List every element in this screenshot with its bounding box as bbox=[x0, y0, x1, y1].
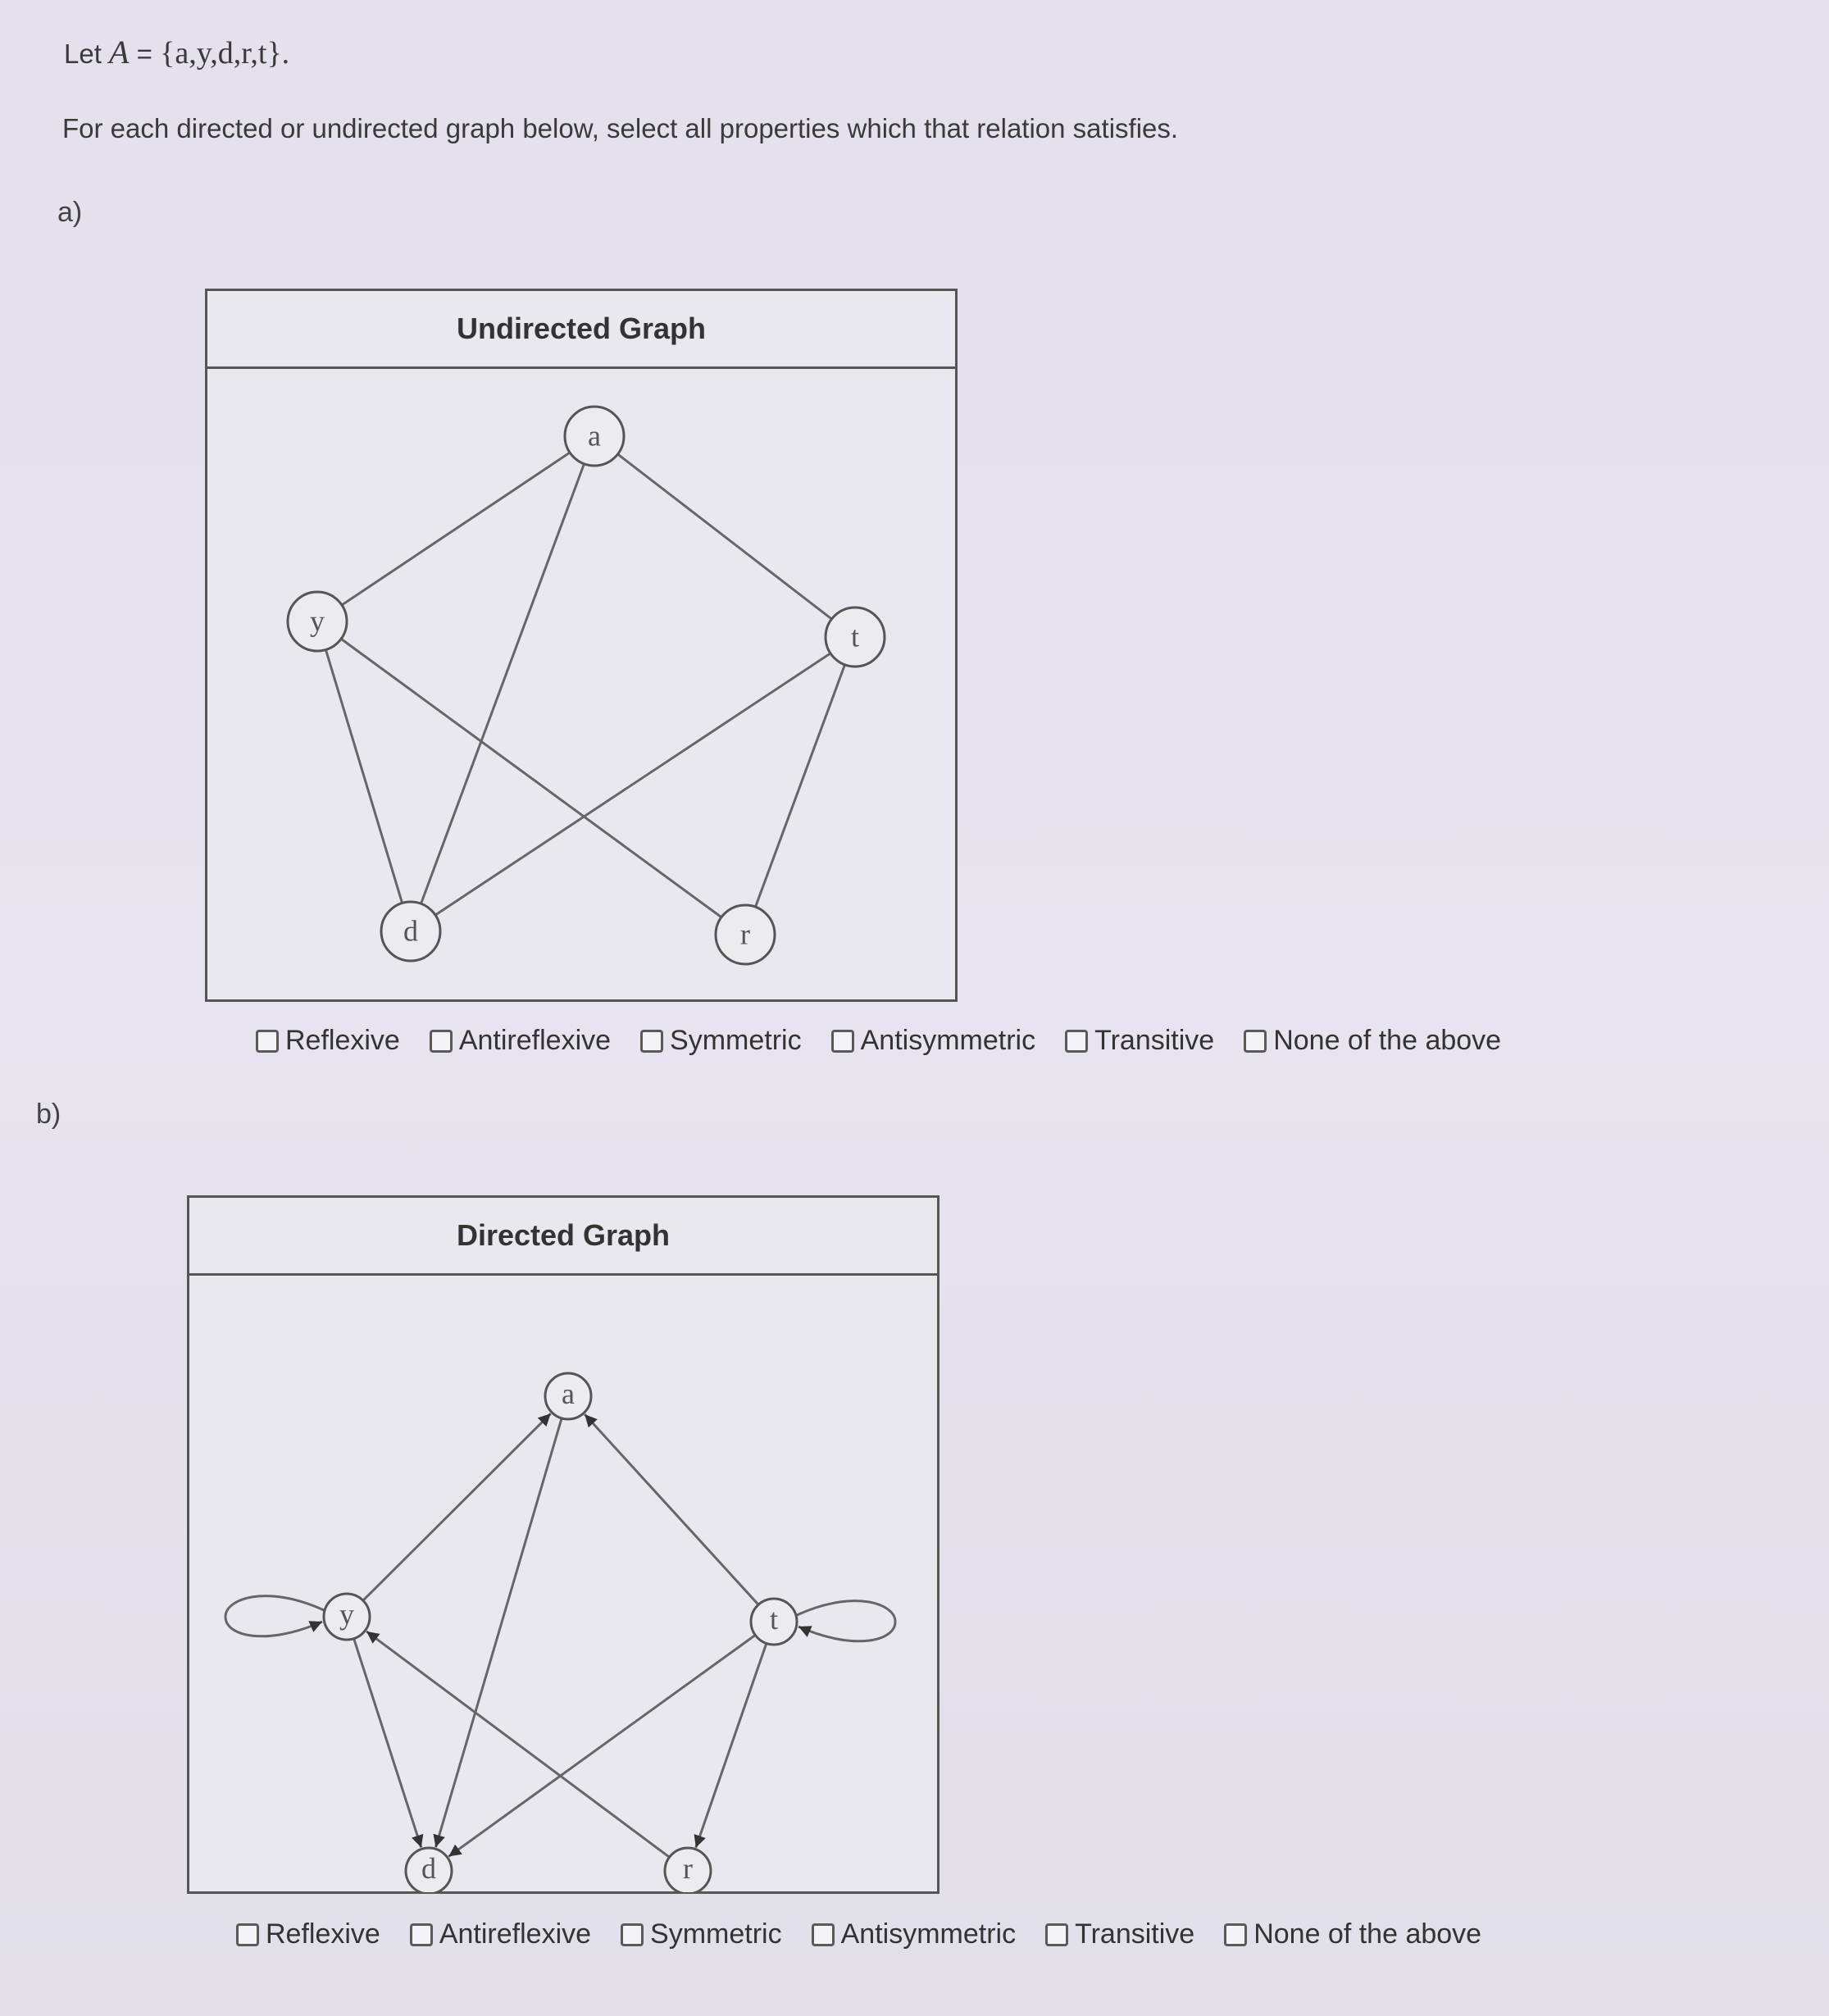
edge-a-d bbox=[421, 464, 585, 903]
edge-t-r bbox=[696, 1643, 767, 1847]
edge-t-r bbox=[755, 665, 844, 907]
node-y-label: y bbox=[339, 1597, 354, 1631]
node-d-label: d bbox=[421, 1851, 436, 1885]
none-label-b: None of the above bbox=[1253, 1918, 1482, 1950]
antisymmetric-checkbox-b[interactable] bbox=[812, 1923, 835, 1946]
node-d-label: d bbox=[403, 914, 418, 948]
set-symbol: A bbox=[109, 34, 130, 71]
node-a bbox=[565, 407, 624, 466]
edge-t-d bbox=[448, 1635, 755, 1856]
intro-line bbox=[64, 33, 289, 71]
antireflexive-label-b: Antireflexive bbox=[439, 1918, 592, 1950]
node-y bbox=[324, 1594, 370, 1640]
edge-y-a bbox=[363, 1413, 551, 1600]
option-symmetric-a[interactable] bbox=[640, 1025, 802, 1057]
antisymmetric-label-b: Antisymmetric bbox=[840, 1918, 1017, 1950]
node-y bbox=[288, 592, 347, 651]
node-t bbox=[826, 608, 885, 667]
node-r-label: r bbox=[740, 917, 750, 951]
node-d bbox=[406, 1848, 452, 1892]
edge-r-y bbox=[366, 1631, 669, 1857]
set-members: {a,y,d,r,t}. bbox=[160, 36, 290, 71]
symmetric-checkbox-a[interactable] bbox=[640, 1030, 663, 1053]
none-label-a: None of the above bbox=[1273, 1025, 1502, 1056]
undirected-graph-canvas bbox=[207, 369, 955, 1000]
option-none-a[interactable] bbox=[1244, 1025, 1501, 1057]
node-t bbox=[751, 1599, 797, 1645]
edge-t-d bbox=[435, 653, 830, 915]
option-antireflexive-a[interactable] bbox=[430, 1025, 611, 1057]
loop-y bbox=[225, 1596, 324, 1636]
none-checkbox-b[interactable] bbox=[1224, 1923, 1247, 1946]
option-none-b[interactable] bbox=[1224, 1918, 1481, 1950]
edge-a-d bbox=[435, 1418, 562, 1847]
antisymmetric-checkbox-a[interactable] bbox=[831, 1030, 854, 1053]
loop-t bbox=[797, 1601, 895, 1641]
edge-a-y bbox=[342, 453, 570, 605]
antireflexive-checkbox-a[interactable] bbox=[430, 1030, 453, 1053]
let-word: Let bbox=[64, 39, 102, 69]
node-r bbox=[665, 1848, 711, 1892]
option-symmetric-b[interactable] bbox=[621, 1918, 782, 1950]
equals-sign: = bbox=[136, 39, 152, 69]
edge-y-r bbox=[341, 639, 721, 917]
directed-graph-panel bbox=[187, 1195, 940, 1894]
transitive-label-a: Transitive bbox=[1094, 1025, 1215, 1056]
edge-a-t bbox=[618, 454, 832, 619]
node-a-label: a bbox=[588, 419, 601, 453]
edge-y-d bbox=[354, 1639, 421, 1848]
option-antisymmetric-b[interactable] bbox=[812, 1918, 1016, 1950]
antireflexive-label-a: Antireflexive bbox=[458, 1025, 612, 1056]
symmetric-label-a: Symmetric bbox=[670, 1025, 802, 1056]
antisymmetric-label-a: Antisymmetric bbox=[860, 1025, 1036, 1056]
node-d bbox=[381, 902, 440, 961]
directed-graph-canvas bbox=[189, 1276, 937, 1892]
node-a-label: a bbox=[562, 1377, 575, 1410]
node-t-label: t bbox=[769, 1602, 779, 1636]
directed-graph-title: Directed Graph bbox=[189, 1198, 937, 1276]
undirected-graph-title: Undirected Graph bbox=[207, 291, 955, 369]
node-y-label: y bbox=[310, 604, 325, 638]
edge-y-d bbox=[325, 649, 402, 903]
node-t-label: t bbox=[850, 620, 860, 653]
option-reflexive-a[interactable] bbox=[256, 1025, 400, 1057]
option-transitive-a[interactable] bbox=[1065, 1025, 1214, 1057]
antireflexive-checkbox-b[interactable] bbox=[410, 1923, 433, 1946]
undirected-graph-panel bbox=[205, 289, 958, 1002]
transitive-label-b: Transitive bbox=[1075, 1918, 1195, 1950]
node-r-label: r bbox=[683, 1851, 693, 1885]
node-r bbox=[716, 905, 775, 964]
options-b bbox=[236, 1918, 1481, 1950]
options-a bbox=[256, 1025, 1501, 1057]
transitive-checkbox-a[interactable] bbox=[1065, 1030, 1088, 1053]
instruction-text: For each directed or undirected graph below, select all properties which that relation satisfies. bbox=[62, 113, 1179, 143]
option-antireflexive-b[interactable] bbox=[410, 1918, 591, 1950]
part-a-label: a) bbox=[57, 197, 83, 228]
reflexive-checkbox-a[interactable] bbox=[256, 1030, 279, 1053]
option-antisymmetric-a[interactable] bbox=[831, 1025, 1035, 1057]
symmetric-label-b: Symmetric bbox=[650, 1918, 782, 1950]
reflexive-label-b: Reflexive bbox=[266, 1918, 380, 1950]
edge-t-a bbox=[585, 1414, 758, 1604]
transitive-checkbox-b[interactable] bbox=[1045, 1923, 1068, 1946]
part-b-label: b) bbox=[36, 1099, 61, 1130]
none-checkbox-a[interactable] bbox=[1244, 1030, 1267, 1053]
option-reflexive-b[interactable] bbox=[236, 1918, 380, 1950]
symmetric-checkbox-b[interactable] bbox=[621, 1923, 644, 1946]
reflexive-label-a: Reflexive bbox=[285, 1025, 400, 1056]
node-a bbox=[545, 1373, 591, 1419]
reflexive-checkbox-b[interactable] bbox=[236, 1923, 259, 1946]
option-transitive-b[interactable] bbox=[1045, 1918, 1194, 1950]
